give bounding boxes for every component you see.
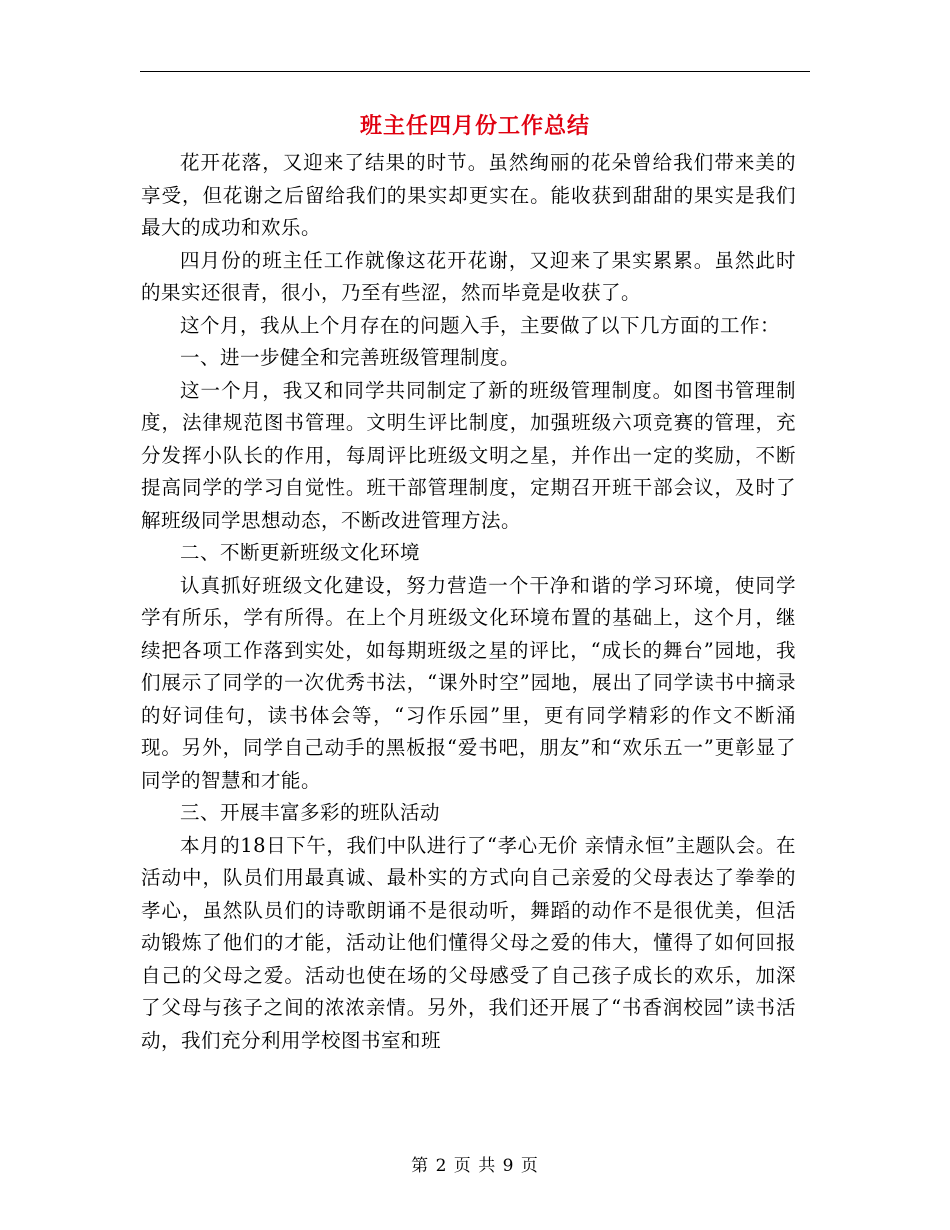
document-body — [141, 147, 796, 1057]
paragraph-activities: 本月的18日下午，我们中队进行了“孝心无价 亲情永恒”主题队会。在活动中，队员们用最真诚、最朴实的方式向自己亲爱的父母表达了拳拳的孝心，虽然队员们的诗歌朗诵不是很动听，舞蹈的动作不是很优美，但活动锻炼了他们的才能，活动让他们懂得父母之爱的伟大，懂得了如何回报自己的父母之爱。活动也使在场的父母感受了自己孩子成长的欢乐，加深了父母与孩子之间的浓浓亲情。另外，我们还开展了“书香润校园”读书活动，我们充分利用学校图书室和班 — [141, 833, 796, 1052]
paragraph-overview: 这个月，我从上个月存在的问题入手，主要做了以下几方面的工作： — [180, 313, 781, 337]
section-heading-3: 三、开展丰富多彩的班队活动 — [180, 801, 441, 824]
section-heading-1: 一、进一步健全和完善班级管理制度。 — [180, 346, 521, 369]
paragraph-management: 这一个月，我又和同学共同制定了新的班级管理制度。如图书管理制度，法律规范图书管理。文明生评比制度，加强班级六项竞赛的管理，充分发挥小队长的作用，每周评比班级文明之星，并作出一定的奖励，不断提高同学的学习自觉性。班干部管理制度，定期召开班干部会议，及时了解班级同学思想动态，不断改进管理方法。 — [141, 378, 796, 532]
paragraph-intro: 花开花落，又迎来了结果的时节。虽然绚丽的花朵曾给我们带来美的享受，但花谢之后留给我们的果实却更实在。能收获到甜甜的果实是我们最大的成功和欢乐。 — [141, 151, 796, 239]
paragraph-culture: 认真抓好班级文化建设，努力营造一个干净和谐的学习环境，使同学学有所乐，学有所得。在上个月班级文化环境布置的基础上，这个月，继续把各项工作落到实处，如每期班级之星的评比，“成长的舞台”园地，我们展示了同学的一次优秀书法，“课外时空”园地，展出了同学读书中摘录的好词佳句，读书体会等，“习作乐园”里，更有同学精彩的作文不断涌现。另外，同学自己动手的黑板报“爱书吧，朋友”和“欢乐五一”更彰显了同学的智慧和才能。 — [141, 573, 796, 792]
page-number: 第 2 页 共 9 页 — [411, 1156, 539, 1176]
header-rule — [140, 71, 810, 72]
paragraph-april-work: 四月份的班主任工作就像这花开花谢，又迎来了果实累累。虽然此时的果实还很青，很小，乃至有些涩，然而毕竟是收获了。 — [141, 248, 796, 304]
section-heading-2: 二、不断更新班级文化环境 — [180, 541, 421, 564]
document-title: 班主任四月份工作总结 — [359, 113, 590, 139]
